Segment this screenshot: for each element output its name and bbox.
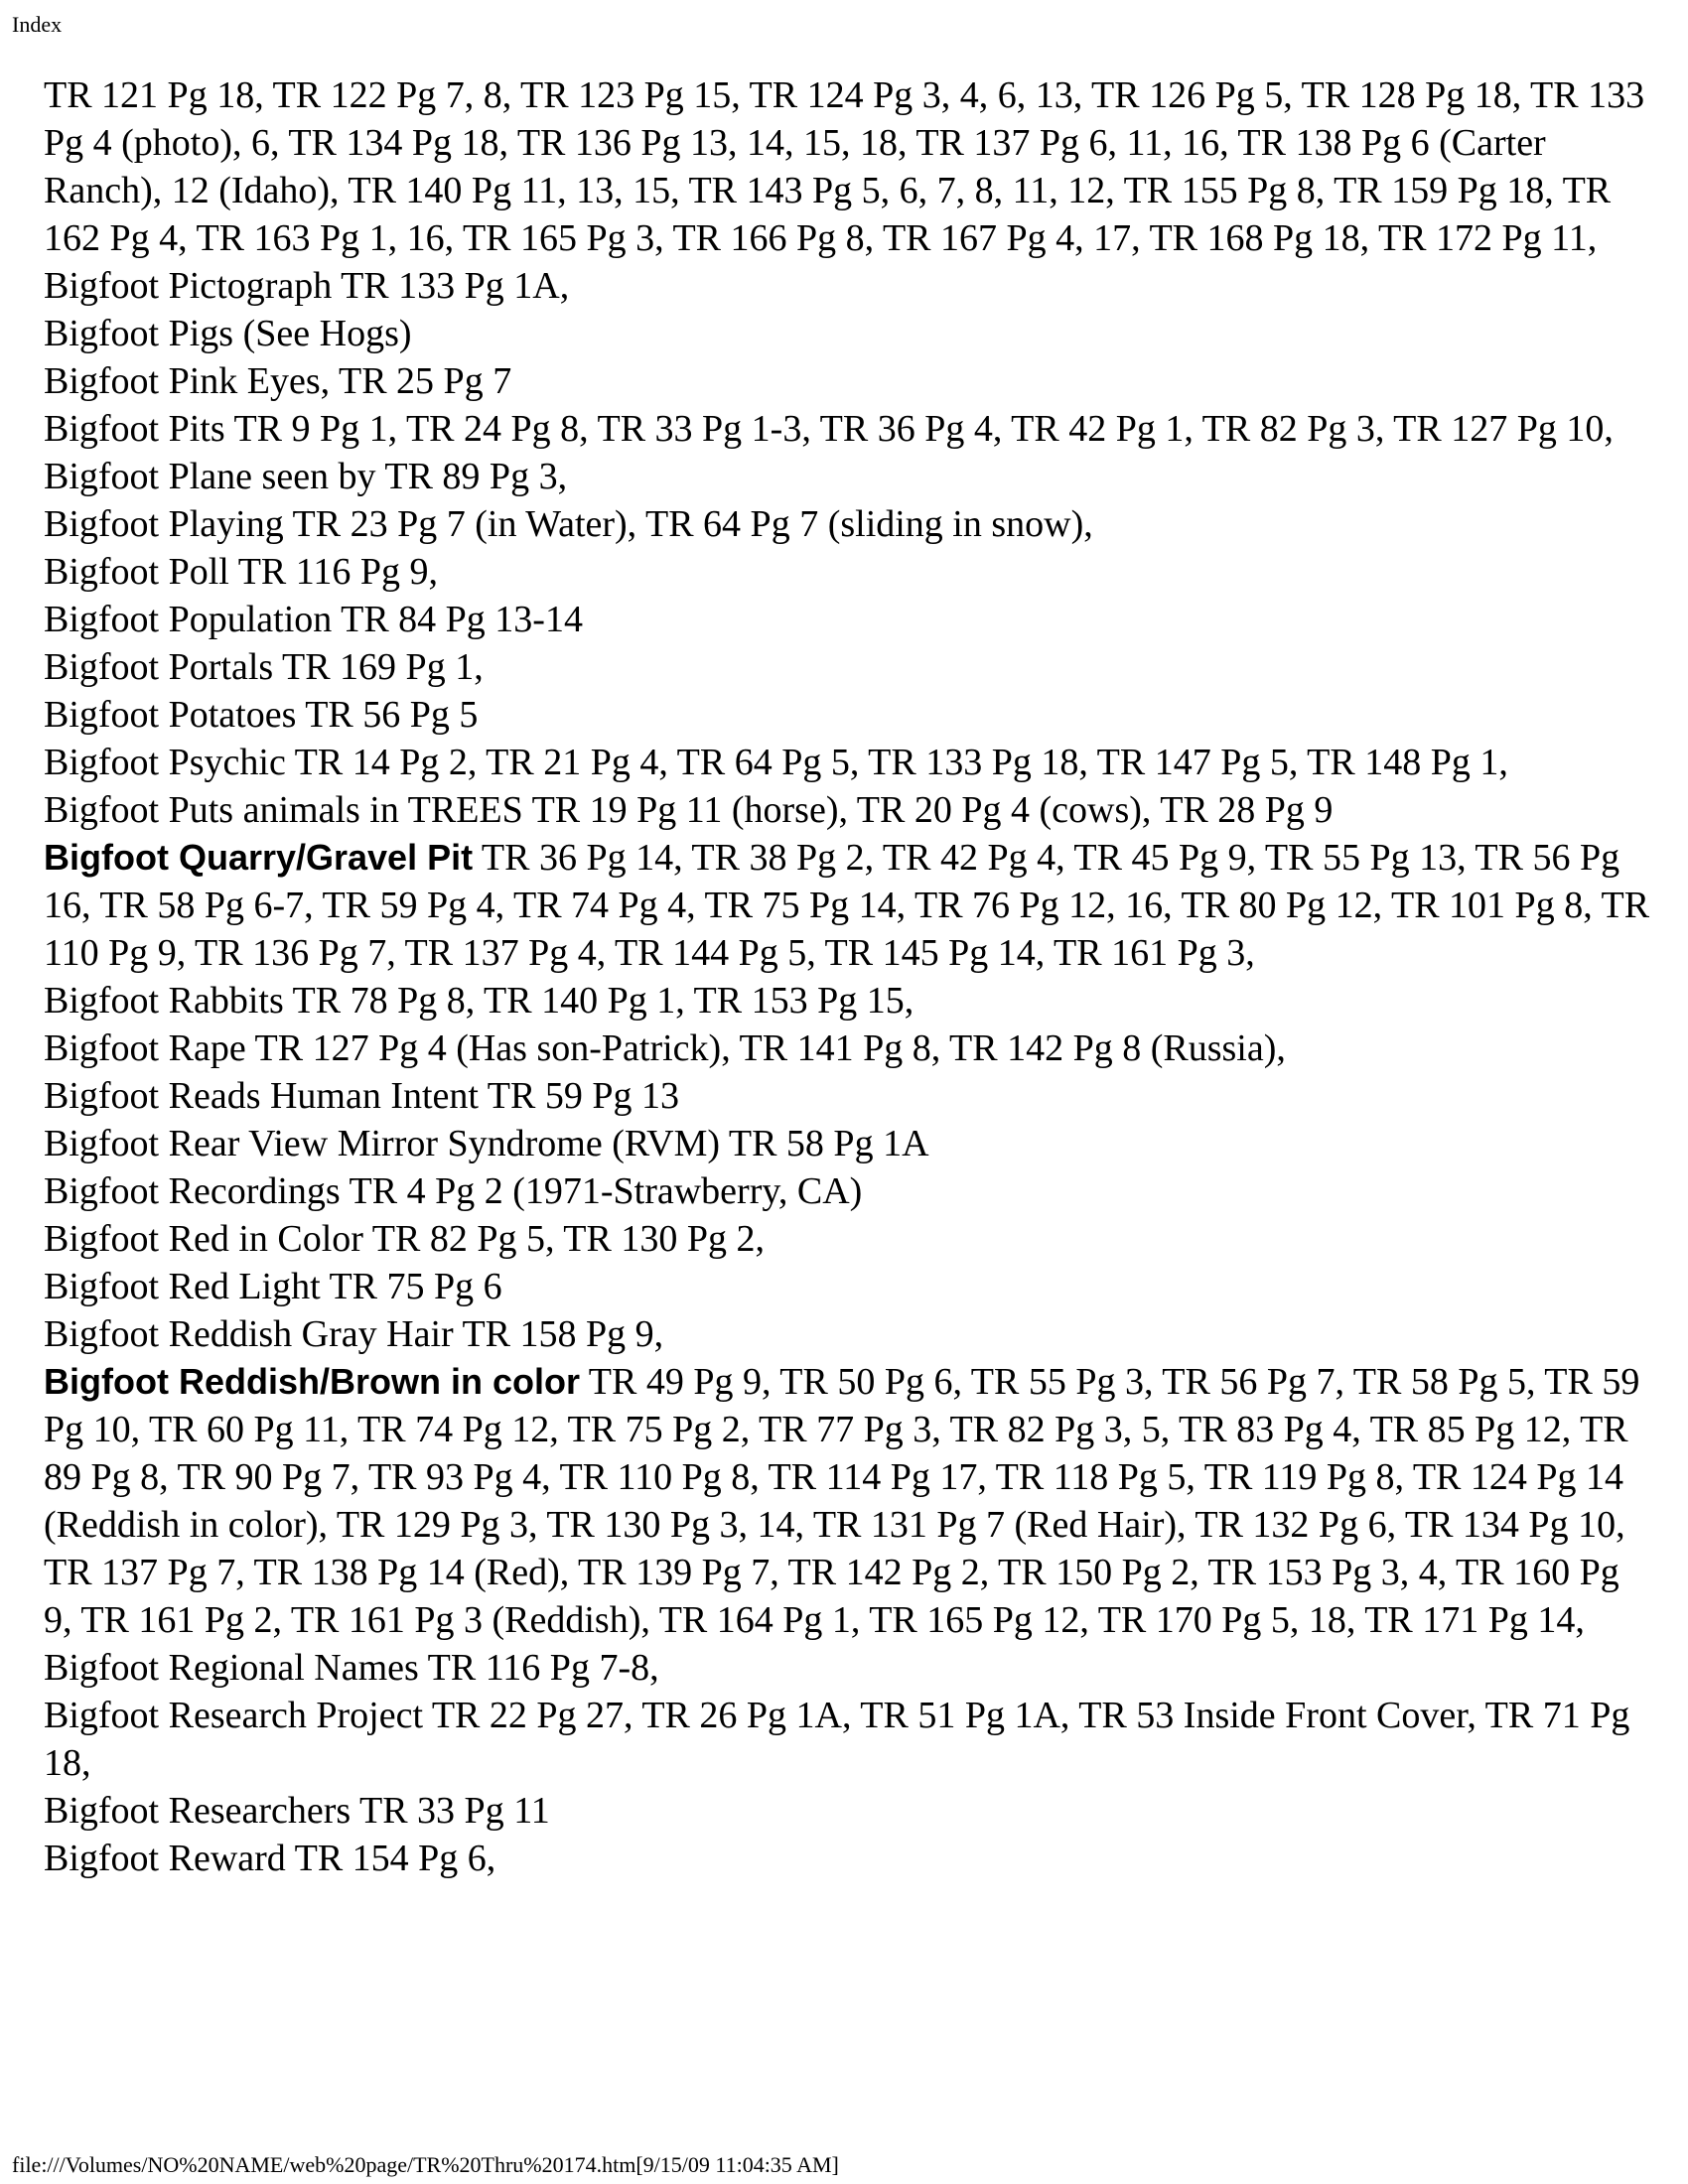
index-term: Bigfoot Pictograph <box>44 265 333 307</box>
index-references: TR 78 Pg 8, TR 140 Pg 1, TR 153 Pg 15, <box>283 980 914 1022</box>
page-header-title: Index <box>12 12 63 37</box>
index-entry <box>44 1072 1654 1120</box>
index-references: TR 9 Pg 1, TR 24 Pg 8, TR 33 Pg 1-3, TR 36 Pg 4, TR 42 Pg 1, TR 82 Pg 3, TR 127 Pg 10, <box>224 408 1614 450</box>
index-references: TR 82 Pg 5, TR 130 Pg 2, <box>362 1218 765 1260</box>
index-term: Bigfoot Playing <box>44 503 284 545</box>
index-references: TR 133 Pg 1A, <box>332 265 570 307</box>
index-entry <box>44 834 1654 977</box>
index-term: Bigfoot Quarry/Gravel Pit <box>44 837 474 878</box>
index-term: Bigfoot Portals <box>44 646 274 688</box>
index-entry <box>44 1310 1654 1358</box>
index-entry <box>44 1358 1654 1644</box>
index-entry <box>44 977 1654 1024</box>
index-term: Bigfoot Plane seen by <box>44 456 376 497</box>
index-entry <box>44 691 1654 739</box>
index-references: TR 22 Pg 27, TR 26 Pg 1A, TR 51 Pg 1A, TR 53 Inside Front Cover, TR 71 Pg 18, <box>44 1695 1630 1784</box>
index-entry <box>44 786 1654 834</box>
index-entry <box>44 1692 1654 1787</box>
index-entry <box>44 596 1654 643</box>
index-entry <box>44 262 1654 310</box>
index-entry <box>44 357 1654 405</box>
index-term: Bigfoot Poll <box>44 551 229 593</box>
index-references: TR 23 Pg 7 (in Water), TR 64 Pg 7 (sliding in snow), <box>283 503 1093 545</box>
index-term: Bigfoot Potatoes <box>44 694 297 736</box>
index-term: Bigfoot Rape <box>44 1027 246 1069</box>
index-list <box>44 71 1654 1882</box>
index-entry <box>44 1644 1654 1692</box>
index-references: TR 25 Pg 7 <box>330 360 512 402</box>
index-entry <box>44 1215 1654 1263</box>
index-entry <box>44 739 1654 786</box>
index-references: TR 33 Pg 11 <box>351 1790 550 1832</box>
index-entry <box>44 453 1654 500</box>
index-entry <box>44 643 1654 691</box>
index-term: Bigfoot Red in Color <box>44 1218 363 1260</box>
index-term: Bigfoot Rabbits <box>44 980 284 1022</box>
index-references: TR 89 Pg 3, <box>375 456 568 497</box>
index-references: TR 169 Pg 1, <box>273 646 484 688</box>
index-references: TR 154 Pg 6, <box>285 1838 496 1879</box>
index-references: TR 49 Pg 9, TR 50 Pg 6, TR 55 Pg 3, TR 56 Pg 7, TR 58 Pg 5, TR 59 Pg 10, TR 60 Pg 11, TR 74 Pg 12, TR 75 Pg 2, TR 77 Pg 3, TR 82 Pg 3, 5, TR 83 Pg 4, TR 85 Pg 12, TR 89 Pg 8, TR 90 Pg 7, TR 93 Pg 4, TR 110 Pg 8, TR 114 Pg 17, TR 118 Pg 5, TR 119 Pg 8, TR 124 Pg 14 (Reddish in color), TR 129 Pg 3, TR 130 Pg 3, 14, TR 131 Pg 7 (Red Hair), TR 132 Pg 6, TR 134 Pg 10, TR 137 Pg 7, TR 138 Pg 14 (Red), TR 139 Pg 7, TR 142 Pg 2, TR 150 Pg 2, TR 153 Pg 3, 4, TR 160 Pg 9, TR 161 Pg 2, TR 161 Pg 3 (Reddish), TR 164 Pg 1, TR 165 Pg 12, TR 170 Pg 5, 18, TR 171 Pg 14, <box>44 1361 1640 1641</box>
index-term: Bigfoot Pits <box>44 408 225 450</box>
index-term: Bigfoot Psychic <box>44 742 286 783</box>
index-references: TR 59 Pg 13 <box>478 1075 679 1117</box>
index-references: TR 84 Pg 13-14 <box>332 599 583 640</box>
index-references: TR 58 Pg 1A <box>720 1123 929 1164</box>
index-term: Bigfoot Regional Names <box>44 1647 419 1689</box>
index-references: TR 14 Pg 2, TR 21 Pg 4, TR 64 Pg 5, TR 133 Pg 18, TR 147 Pg 5, TR 148 Pg 1, <box>285 742 1508 783</box>
index-references: TR 4 Pg 2 (1971-Strawberry, CA) <box>340 1170 863 1212</box>
index-entry <box>44 1167 1654 1215</box>
index-entry <box>44 1120 1654 1167</box>
index-term: Bigfoot Researchers <box>44 1790 352 1832</box>
index-term: Bigfoot Reads Human Intent <box>44 1075 479 1117</box>
index-references: TR 56 Pg 5 <box>296 694 479 736</box>
index-entry <box>44 1835 1654 1882</box>
index-references: TR 116 Pg 9, <box>228 551 438 593</box>
index-term: Bigfoot Puts animals in TREES <box>44 789 523 831</box>
index-entry <box>44 310 1654 357</box>
index-references: TR 127 Pg 4 (Has son-Patrick), TR 141 Pg 8, TR 142 Pg 8 (Russia), <box>245 1027 1286 1069</box>
index-entry <box>44 1787 1654 1835</box>
index-references: TR 75 Pg 6 <box>320 1266 502 1307</box>
page-footer-url: file:///Volumes/NO%20NAME/web%20page/TR%20Thru%20174.htm[9/15/09 11:04:35 AM] <box>12 2152 839 2177</box>
index-term: Bigfoot Recordings <box>44 1170 341 1212</box>
index-term: Bigfoot Pigs <box>44 313 234 354</box>
index-references: TR 36 Pg 14, TR 38 Pg 2, TR 42 Pg 4, TR 45 Pg 9, TR 55 Pg 13, TR 56 Pg 16, TR 58 Pg 6-7, TR 59 Pg 4, TR 74 Pg 4, TR 75 Pg 14, TR 76 Pg 12, 16, TR 80 Pg 12, TR 101 Pg 8, TR 110 Pg 9, TR 136 Pg 7, TR 137 Pg 4, TR 144 Pg 5, TR 145 Pg 14, TR 161 Pg 3, <box>44 837 1650 974</box>
index-term: Bigfoot Research Project <box>44 1695 424 1736</box>
index-references: TR 19 Pg 11 (horse), TR 20 Pg 4 (cows), TR 28 Pg 9 <box>522 789 1334 831</box>
index-references: (See Hogs) <box>233 313 412 354</box>
index-references: TR 158 Pg 9, <box>453 1313 664 1355</box>
index-references: TR 116 Pg 7-8, <box>418 1647 659 1689</box>
index-term: Bigfoot Population <box>44 599 333 640</box>
index-entry <box>44 405 1654 453</box>
index-entry <box>44 500 1654 548</box>
index-term: Bigfoot Reddish/Brown in color <box>44 1361 580 1402</box>
index-entry <box>44 71 1654 262</box>
index-term: Bigfoot Reddish Gray Hair <box>44 1313 454 1355</box>
index-term: Bigfoot Rear View Mirror Syndrome (RVM) <box>44 1123 721 1164</box>
index-term: Bigfoot Pink Eyes, <box>44 360 331 402</box>
index-term: Bigfoot Red Light <box>44 1266 321 1307</box>
index-references: TR 121 Pg 18, TR 122 Pg 7, 8, TR 123 Pg 15, TR 124 Pg 3, 4, 6, 13, TR 126 Pg 5, TR 128 Pg 18, TR 133 Pg 4 (photo), 6, TR 134 Pg 18, TR 136 Pg 13, 14, 15, 18, TR 137 Pg 6, 11, 16, TR 138 Pg 6 (Carter Ranch), 12 (Idaho), TR 140 Pg 11, 13, 15, TR 143 Pg 5, 6, 7, 8, 11, 12, TR 155 Pg 8, TR 159 Pg 18, TR 162 Pg 4, TR 163 Pg 1, 16, TR 165 Pg 3, TR 166 Pg 8, TR 167 Pg 4, 17, TR 168 Pg 18, TR 172 Pg 11, <box>44 74 1645 259</box>
index-entry <box>44 548 1654 596</box>
index-entry <box>44 1263 1654 1310</box>
index-entry <box>44 1024 1654 1072</box>
index-term: Bigfoot Reward <box>44 1838 286 1879</box>
